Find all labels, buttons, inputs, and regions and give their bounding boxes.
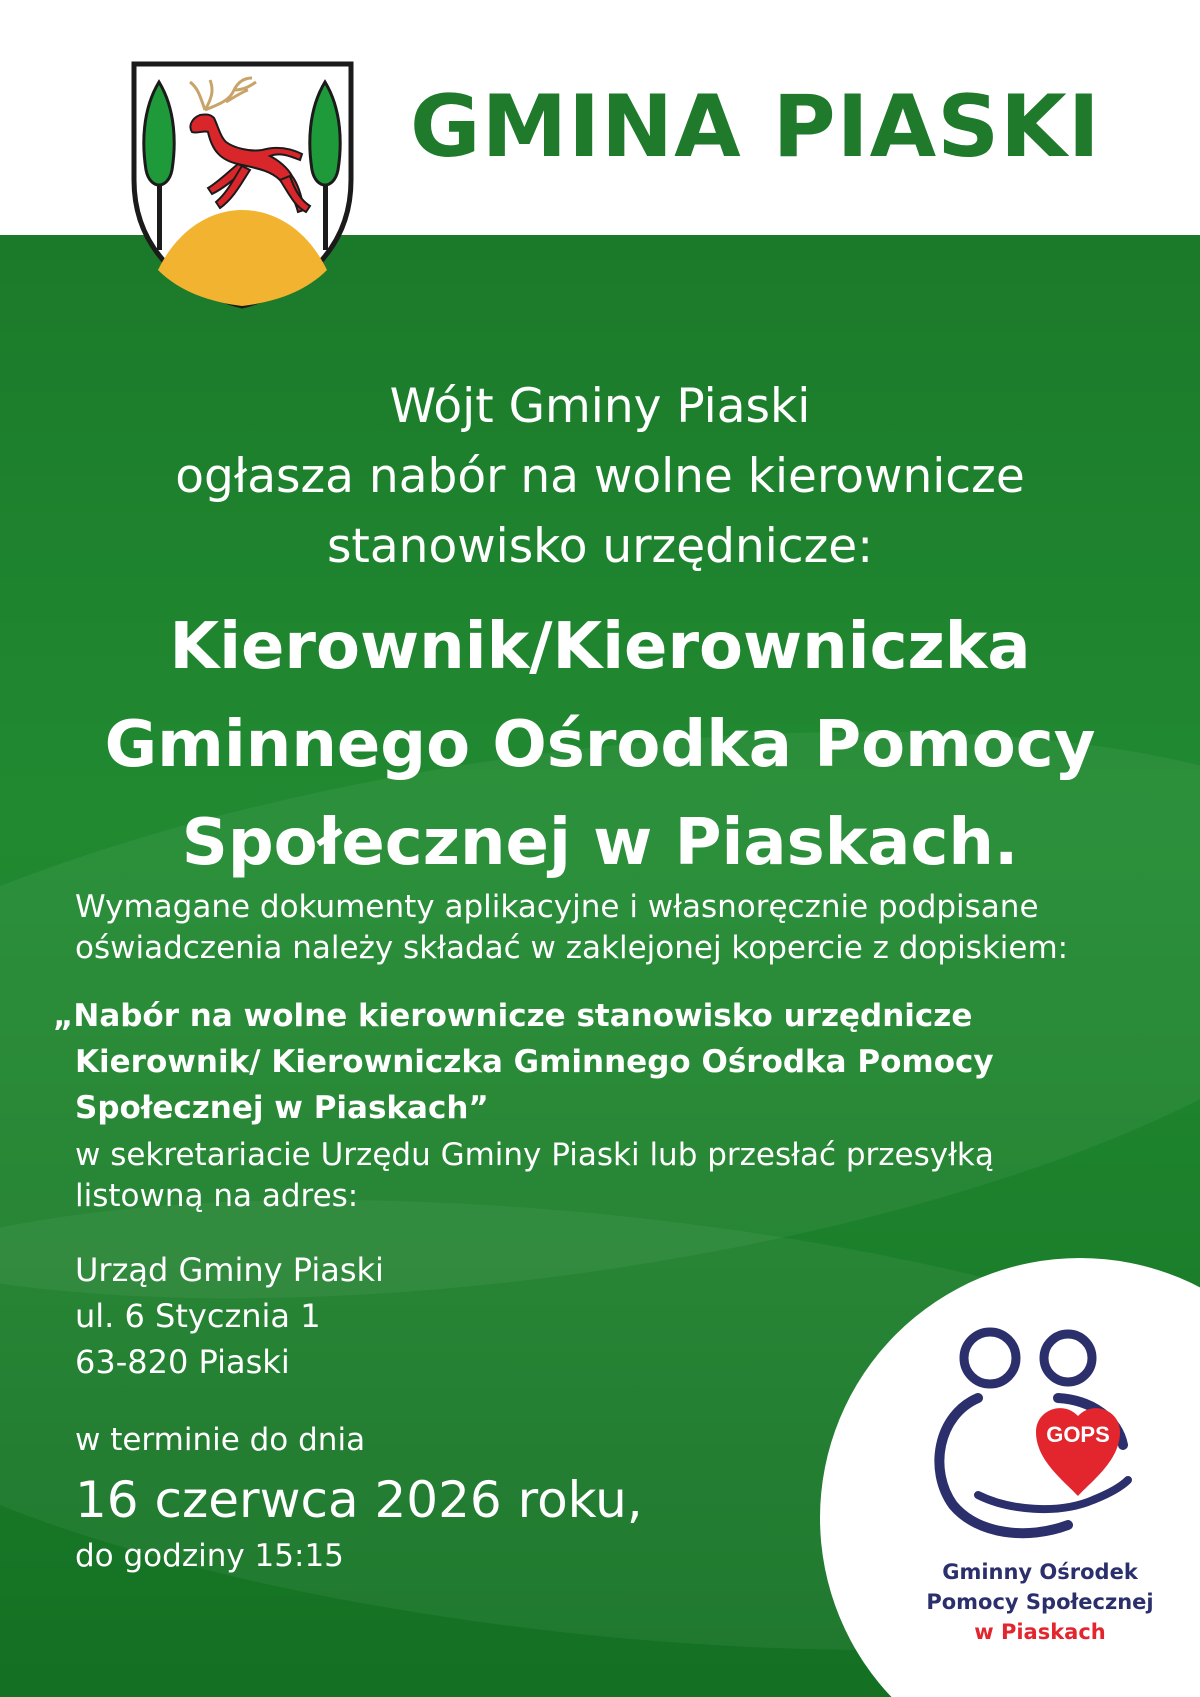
submission-paragraph [75,1135,1155,1217]
announcement-intro [0,372,1200,582]
position-line: Gminnego Ośrodka Pomocy [104,708,1096,782]
envelope-note-quote [53,993,1155,1131]
send-line: listowną na adres: [75,1178,359,1214]
quote-line: Kierownik/ Kierowniczka Gminnego Ośrodka Pomocy [75,1044,994,1080]
quote-line: „Nabór na wolne kierownicze stanowisko urzędnicze [53,998,973,1034]
gops-name-line: w Piaskach [974,1620,1106,1644]
gops-logo-icon [918,1320,1158,1560]
deadline-label: w terminie do dnia [75,1422,366,1458]
address-line: Urząd Gminy Piaski [75,1251,384,1289]
deadline-time: do godziny 15:15 [75,1538,344,1574]
intro-line: Wójt Gminy Piaski [389,379,811,434]
position-title [0,598,1200,892]
deadline-date: 16 czerwca 2026 roku, [75,1471,643,1529]
address-line: ul. 6 Stycznia 1 [75,1297,321,1335]
intro-line: ogłasza nabór na wolne kierownicze [175,449,1025,504]
coat-of-arms-icon [130,60,355,310]
documents-paragraph [75,887,1155,969]
position-line: Społecznej w Piaskach. [181,806,1019,880]
documents-line: Wymagane dokumenty aplikacyjne i własnoręcznie podpisane [75,889,1039,925]
gops-name-line: Pomocy Społecznej [926,1590,1154,1614]
gops-badge: GOPS [1046,1422,1110,1447]
gops-name-line: Gminny Ośrodek [942,1560,1138,1584]
gops-caption [890,1557,1190,1647]
quote-line: Społecznej w Piaskach” [75,1090,489,1126]
position-line: Kierownik/Kierowniczka [169,610,1031,684]
intro-line: stanowisko urzędnicze: [326,519,874,574]
address-line: 63-820 Piaski [75,1343,290,1381]
page-title: GMINA PIASKI [410,77,1101,177]
documents-line: oświadczenia należy składać w zaklejonej kopercie z dopiskiem: [75,930,1069,966]
send-line: w sekretariacie Urzędu Gminy Piaski lub przesłać przesyłką [75,1137,994,1173]
